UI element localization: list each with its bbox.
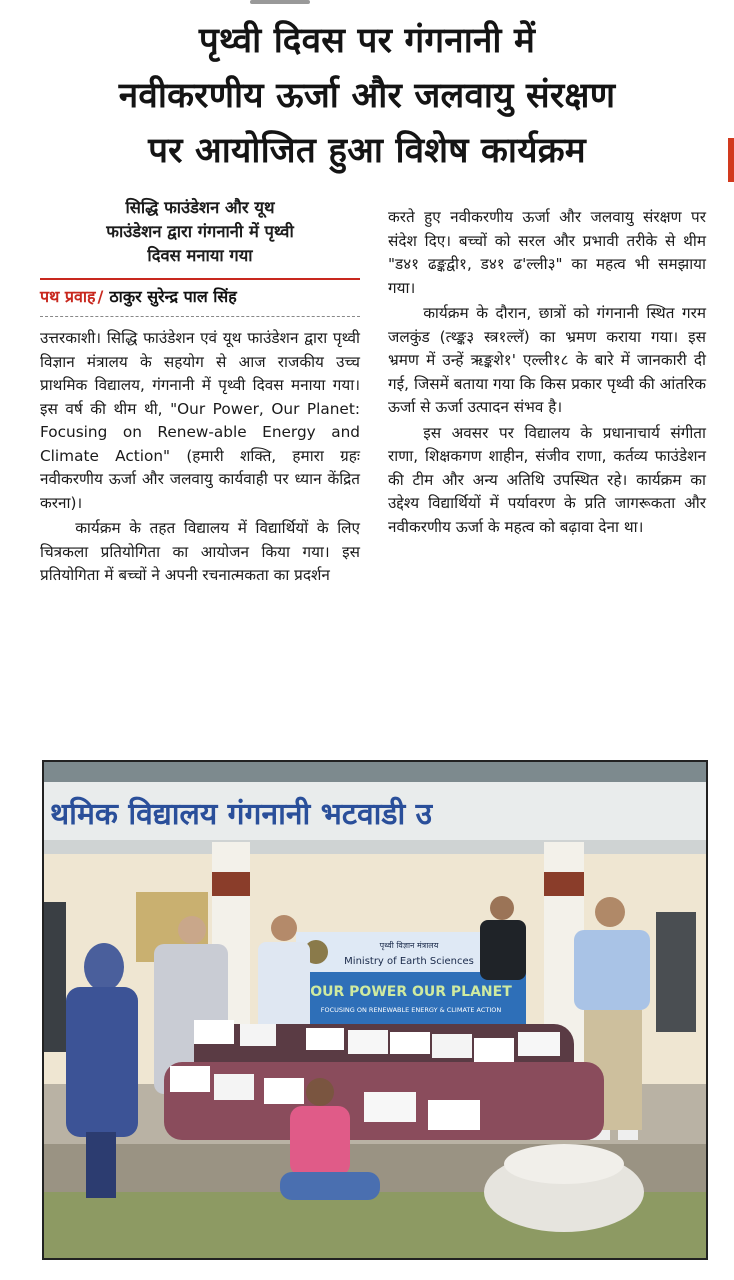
drawing-sheet	[214, 1074, 254, 1100]
headline-line-1: पृथ्वी दिवस पर गंगनानी में	[198, 21, 536, 61]
byline-separator: /	[97, 287, 104, 306]
drawing-sheet	[194, 1020, 234, 1044]
event-photo-illustration	[44, 762, 706, 1258]
drawing-sheet	[364, 1092, 416, 1122]
byline-source: पथ प्रवाह	[40, 287, 96, 306]
article-paragraph-3: कार्यक्रम के दौरान, छात्रों को गंगनानी स्थित गरम जलकुंड (त्थ्ङ्क३ स्त्र१ल्लॅ) का भ्रमण कराया गया। इस भ्रमण में उन्हें ऋङ्कशे१' एल्ली१८ के बारे में जानकारी दी गई, जिसमें बताया गया कि किस प्रकार पृथ्वी की आंतरिक ऊर्जा से ऊर्जा उत्पादन संभव है।	[388, 304, 706, 416]
event-photo	[42, 760, 708, 1260]
headline-line-3: पर आयोजित हुआ विशेष कार्यक्रम	[148, 131, 586, 171]
article-column-right	[388, 206, 706, 541]
beam	[44, 840, 706, 854]
byline	[40, 286, 360, 308]
door-right	[656, 912, 696, 1032]
drawing-sheet	[428, 1100, 480, 1130]
drawing-sheet	[518, 1032, 560, 1056]
drawing-sheet	[306, 1028, 344, 1050]
banner-ministry-hindi: पृथ्वी विज्ञान मंत्रालय	[379, 941, 439, 950]
school-sign-text: थमिक विद्यालय गंगनानी भटवाडी उ	[50, 797, 433, 832]
drawing-sheet	[170, 1066, 210, 1092]
banner-slogan: OUR POWER OUR PLANET	[310, 984, 512, 1000]
drawing-sheet	[264, 1078, 304, 1104]
drawing-sheet	[474, 1038, 514, 1062]
drawing-sheet	[432, 1034, 472, 1058]
banner-subtitle: FOCUSING ON RENEWABLE ENERGY & CLIMATE ACTION	[320, 1006, 502, 1014]
divider-red	[40, 278, 360, 280]
stone-base-top	[504, 1144, 624, 1184]
subheadline-line-1: सिद्धि फाउंडेशन और यूथ	[125, 198, 275, 217]
article-column-left	[40, 196, 360, 590]
subheadline-line-2: फाउंडेशन द्वारा गंगनानी में पृथ्वी	[106, 222, 294, 241]
banner-ministry-english: Ministry of Earth Sciences	[344, 956, 474, 967]
divider-dashed	[40, 316, 360, 317]
subheadline	[40, 196, 360, 274]
drawing-sheet	[240, 1024, 276, 1046]
children-group	[164, 1020, 604, 1140]
article-paragraph-2-continued: करते हुए नवीकरणीय ऊर्जा और जलवायु संरक्षण पर संदेश दिए। बच्चों को सरल और प्रभावी तरीके से थीम "ड४१ ढङ्कद्वी१, ड४१ ढ'ल्ली३" का महत्व भी समझाया गया।	[388, 208, 706, 297]
drawing-sheet	[390, 1032, 430, 1054]
article-paragraph-2: कार्यक्रम के तहत विद्यालय में विद्यार्थियों के लिए चित्रकला प्रतियोगिता का आयोजन किया गया। इस प्रतियोगिता में बच्चों ने अपनी रचनात्मकता का प्रदर्शन	[40, 519, 360, 584]
print-artifact	[250, 0, 310, 4]
page-edge-mark	[728, 138, 734, 182]
pillar-band-left	[212, 872, 250, 896]
article-paragraph-1: उत्तरकाशी। सिद्धि फाउंडेशन एवं यूथ फाउंडेशन द्वारा पृथ्वी विज्ञान मंत्रालय के सहयोग से आज राजकीय उच्च प्राथमिक विद्यालय, गंगनानी में पृथ्वी दिवस मनाया गया। इस वर्ष की थीम थी, "Our Power, Our Planet: Focusing on Renew-able Energy and Climate Action" (हमारी शक्ति, हमारा ग्रहः नवीकरणीय ऊर्जा और जलवायु कार्यवाही पर ध्यान केंद्रित करना)।	[40, 329, 360, 512]
pillar-band-right	[544, 872, 584, 896]
headline	[10, 14, 724, 179]
door-left	[44, 902, 66, 1052]
subheadline-line-3: दिवस मनाया गया	[147, 246, 253, 265]
roof-edge	[44, 762, 706, 782]
byline-author: ठाकुर सुरेन्द्र पाल सिंह	[109, 287, 237, 306]
article-paragraph-4: इस अवसर पर विद्यालय के प्रधानाचार्य संगीता राणा, शिक्षकगण शाहीन, संजीव राणा, कर्तव्य फाउंडेशन की टीम और अन्य अतिथि उपस्थित रहे। कार्यक्रम का उद्देश्य विद्यार्थियों में पर्यावरण के प्रति जागरूकता और नवीकरणीय ऊर्जा के महत्व को बढ़ावा देना था।	[388, 423, 706, 536]
drawing-sheet	[348, 1030, 388, 1054]
headline-line-2: नवीकरणीय ऊर्जा और जलवायु संरक्षण	[118, 76, 616, 116]
